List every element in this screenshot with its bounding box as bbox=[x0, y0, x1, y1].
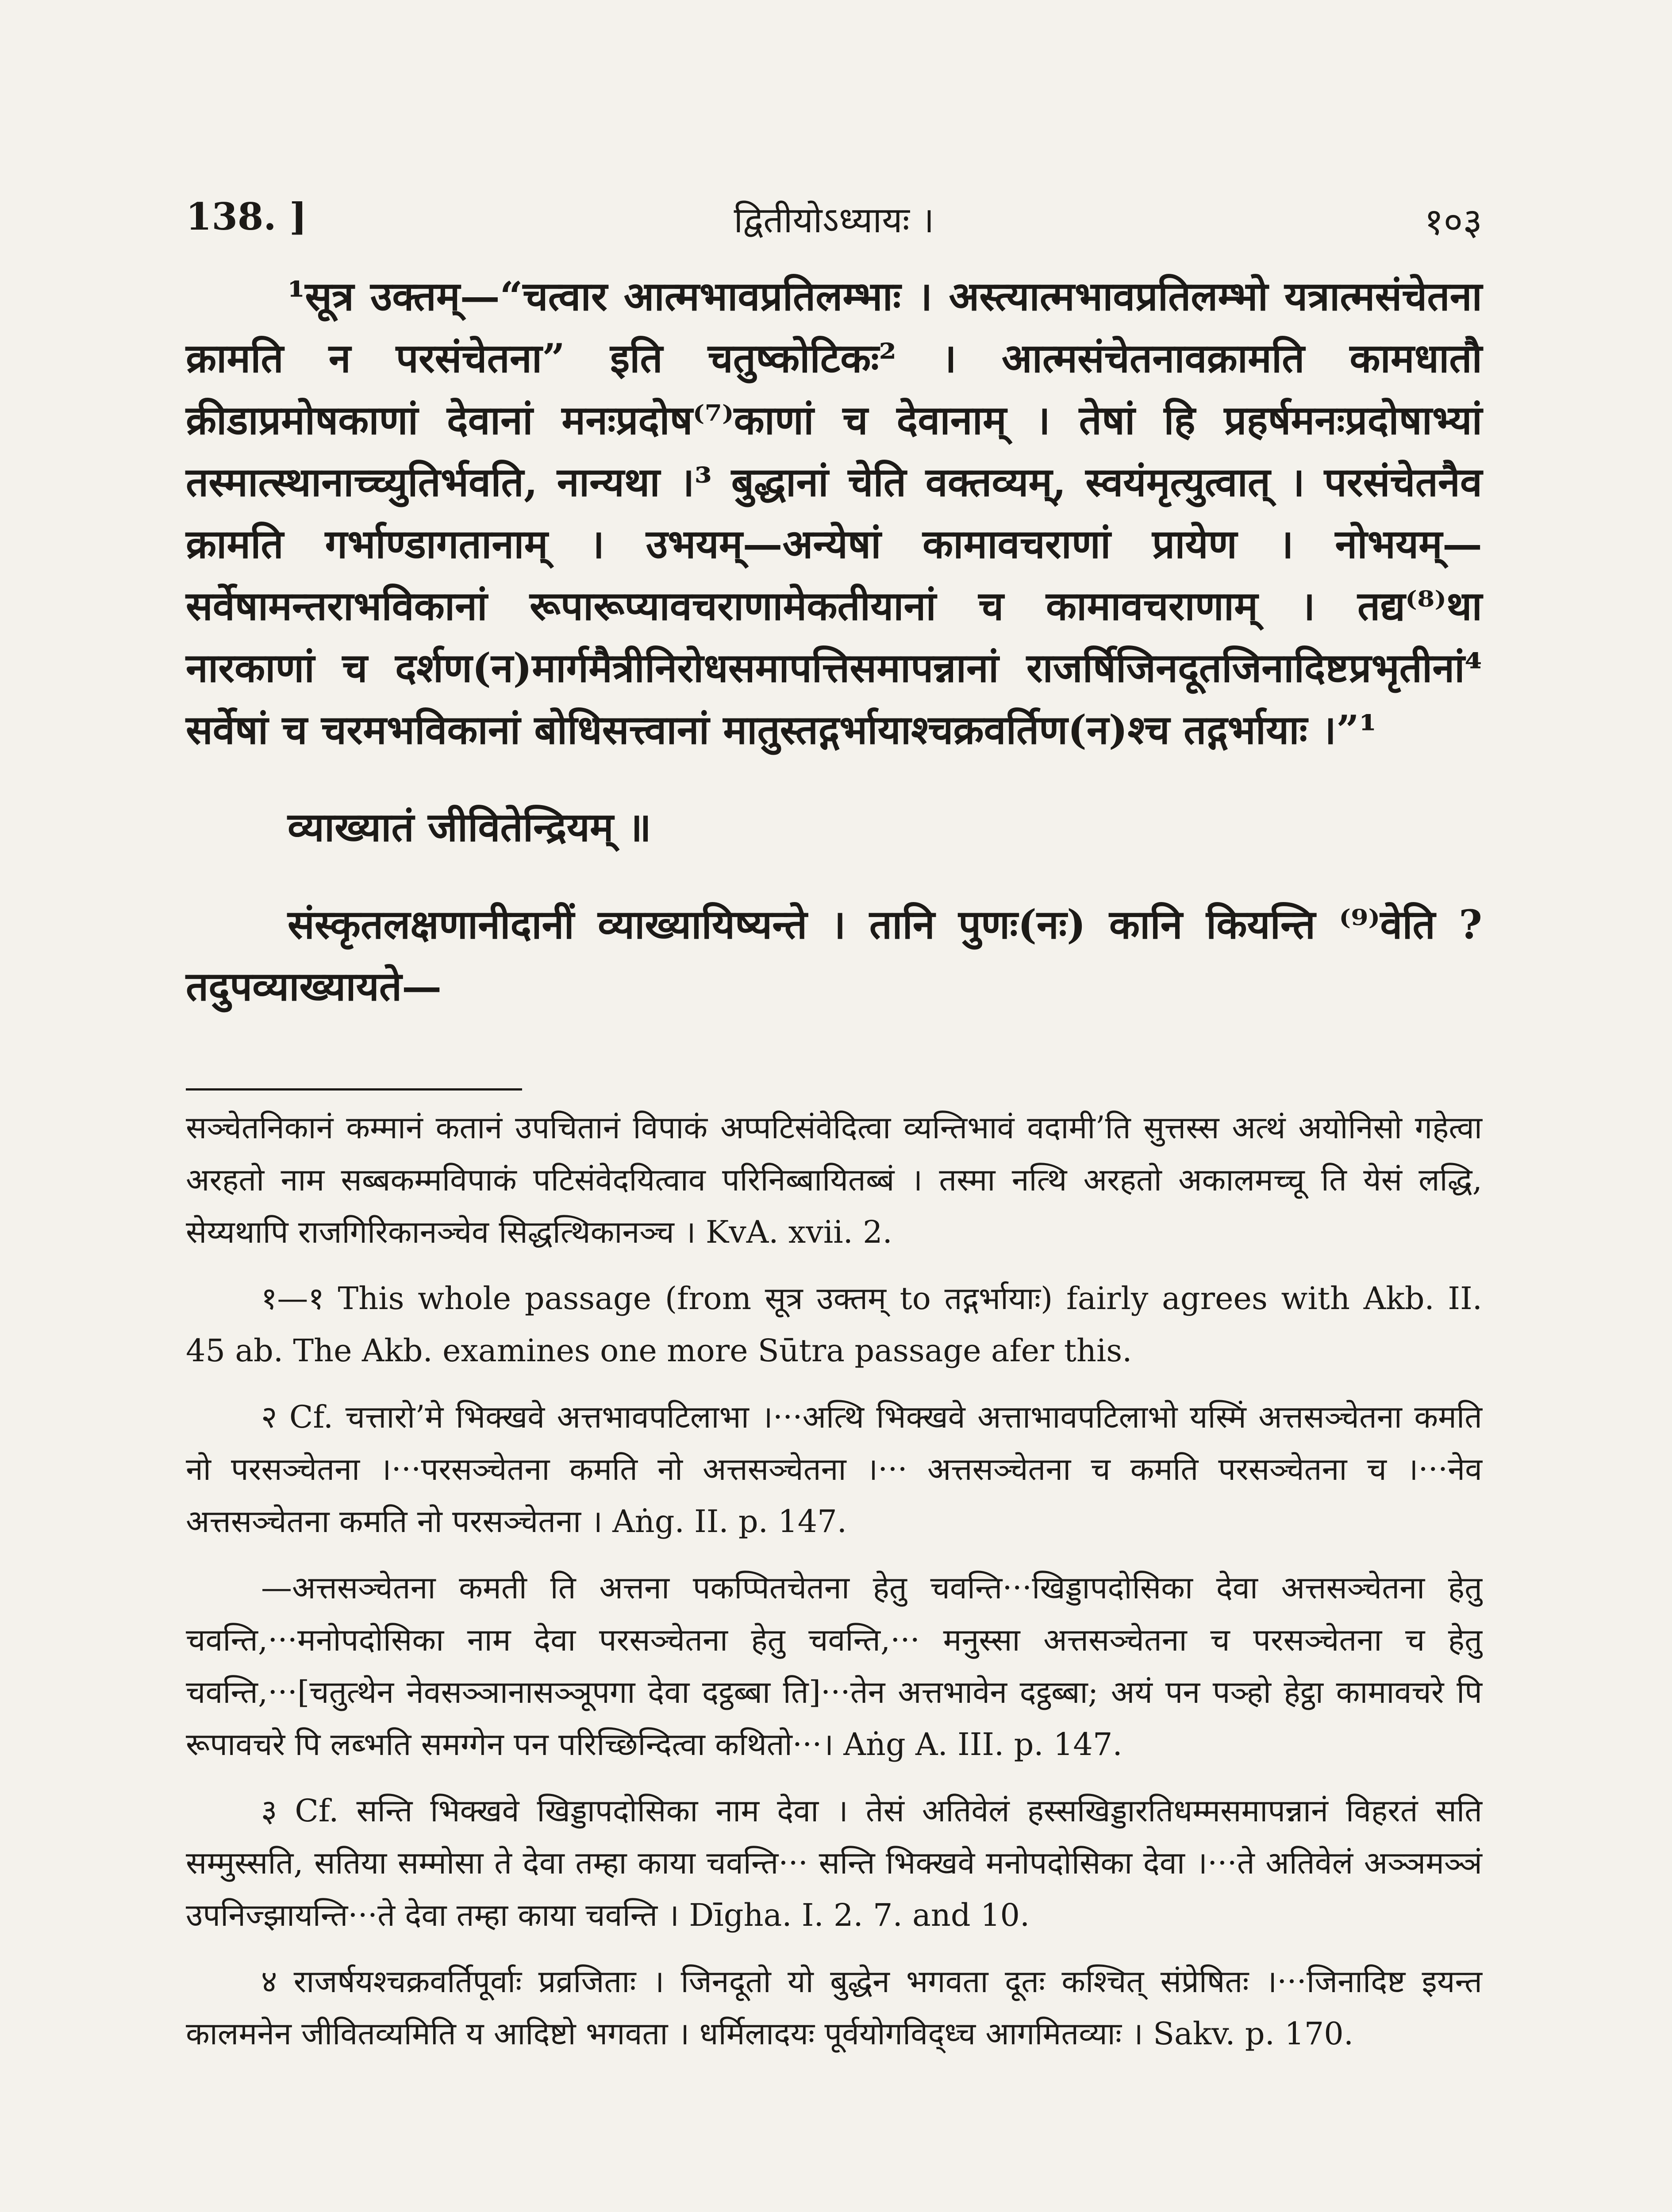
footnotes bbox=[186, 1102, 1482, 2074]
section-closing-line: व्याख्यातं जीवितेन्द्रियम् ॥ bbox=[288, 804, 651, 851]
page-reference: 138. ] bbox=[186, 195, 307, 238]
main-paragraph: संस्कृतलक्षणानीदानीं व्याख्यायिष्यन्ते । तानि पुणः(नः) कानि कियन्ति ⁽⁹⁾वेति ? तदुपव्याख्यायते— bbox=[186, 901, 1482, 1010]
page-number: १०३ bbox=[1424, 200, 1482, 243]
footnote: ३ Cf. सन्ति भिक्खवे खिड्डापदोसिका नाम देवा । तेसं अतिवेलं हस्सखिड्डारतिधम्मसमापन्नानं विहरतं सति सम्मुस्सति, सतिया सम्मोसा ते देवा तम्हा काया चवन्ति··· सन्ति भिक्खवे मनोपदोसिका देवा ।···ते अतिवेलं अञ्ञमञ्ञं उपनिज्झायन्ति···ते देवा तम्हा काया चवन्ति । Dīgha. I. 2. 7. and 10. bbox=[186, 1793, 1482, 1933]
page-header bbox=[186, 195, 1482, 261]
chapter-title: द्वितीयोऽध्यायः । bbox=[734, 200, 934, 241]
footnote: —अत्तसञ्चेतना कमती ति अत्तना पकप्पितचेतना हेतु चवन्ति···खिड्डापदोसिका देवा अत्तसञ्चेतना हेतु चवन्ति,···मनोपदोसिका नाम देवा परसञ्चेतना हेतु चवन्ति,··· मनुस्सा अत्तसञ्चेतना च परसञ्चेतना च हेतु चवन्ति,···[चतुत्थेन नेवसञ्ञानासञ्ञूपगा देवा दट्ठब्बा ति]···तेन अत्तभावेन दट्ठब्बा; अयं पन पञ्हो हेट्ठा कामावचरे पि रूपावचरे पि लब्भति समग्गेन पन परिच्छिन्दित्वा कथितो···। Aṅg A. III. p. 147. bbox=[186, 1570, 1482, 1763]
footnote: १—१ This whole passage (from सूत्र उक्तम् to तद्गर्भायाः) fairly agrees with Akb. II. 45 ab. The Akb. examines one more Sūtra passage afer this. bbox=[186, 1280, 1482, 1369]
footnote-continuation: सञ्चेतनिकानं कम्मानं कतानं उपचितानं विपाकं अप्पटिसंवेदित्वा व्यन्तिभावं वदामी’ति सुत्तस्स अत्थं अयोनिसो गहेत्वा अरहतो नाम सब्बकम्मविपाकं पटिसंवेदयित्वाव परिनिब्बायितब्बं । तस्मा नत्थि अरहतो अकालमच्चू ति येसं लद्धि, सेय्यथापि राजगिरिकानञ्चेव सिद्धत्थिकानञ्च । KvA. xvii. 2. bbox=[186, 1110, 1482, 1250]
main-text bbox=[186, 265, 1482, 1018]
footnote: ४ राजर्षयश्चक्रवर्तिपूर्वाः प्रव्रजिताः । जिनदूतो यो बुद्धेन भगवता दूतः कश्चित् संप्रेषितः ।···जिनादिष्ट इयन्त कालमनेन जीवितव्यमिति य आदिष्टो भगवता । धर्मिलादयः पूर्वयोगविद्ध्च आगमितव्याः । Sakv. p. 170. bbox=[186, 1963, 1482, 2052]
footnote: २ Cf. चत्तारो’मे भिक्खवे अत्तभावपटिलाभा ।···अत्थि भिक्खवे अत्ताभावपटिलाभो यस्मिं अत्तसञ्चेतना कमति नो परसञ्चेतना ।···परसञ्चेतना कमति नो अत्तसञ्चेतना ।··· अत्तसञ्चेतना च कमति परसञ्चेतना च ।···नेव अत्तसञ्चेतना कमति नो परसञ्चेतना । Aṅg. II. p. 147. bbox=[186, 1399, 1482, 1540]
footnote-divider bbox=[186, 1088, 522, 1091]
main-paragraph: ¹सूत्र उक्तम्—“चत्वार आत्मभावप्रतिलम्भाः । अस्त्यात्मभावप्रतिलम्भो यत्रात्मसंचेतना क्रामति न परसंचेतना” इति चतुष्कोटिकः² । आत्मसंचेतनावक्रामति कामधातौ क्रीडाप्रमोषकाणां देवानां मनःप्रदोष⁽⁷⁾काणां च देवानाम् । तेषां हि प्रहर्षमनःप्रदोषाभ्यां तस्मात्स्थानाच्च्युतिर्भवति, नान्यथा ।³ बुद्धानां चेति वक्तव्यम्, स्वयंमृत्युत्वात् । परसंचेतनैव क्रामति गर्भाण्डागतानाम् । उभयम्—अन्येषां कामावचराणां प्रायेण । नोभयम्—सर्वेषामन्तराभविकानां रूपारूप्यावचराणामेकतीयानां च कामावचराणाम् । तद्य⁽⁸⁾था नारकाणां च दर्शण(न)मार्गमैत्रीनिरोधसमापत्तिसमापन्नानां राजर्षिजिनदूतजिनादिष्टप्रभृतीनां⁴ सर्वेषां च चरमभविकानां बोधिसत्त्वानां मातुस्तद्गर्भायाश्चक्रवर्तिण(न)श्च तद्गर्भायाः ।”¹ bbox=[186, 273, 1482, 753]
